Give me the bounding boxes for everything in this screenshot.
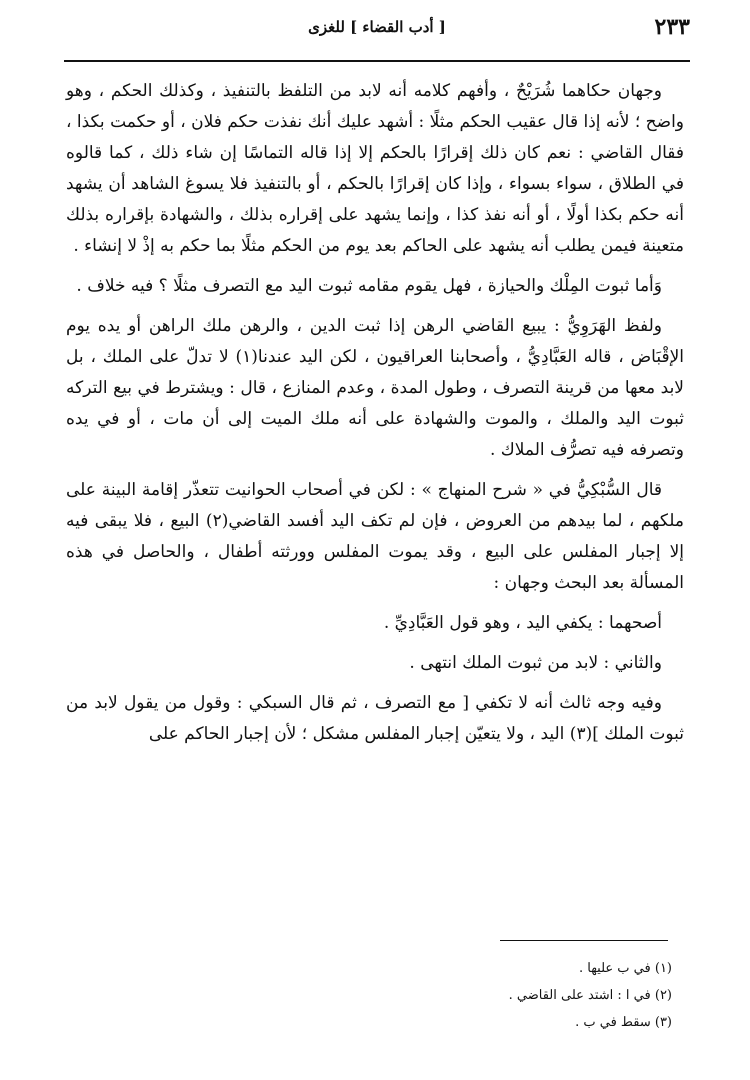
paragraph-7: وفيه وجه ثالث أنه لا تكفي [ مع التصرف ، ثم قال السبكي : وقول من يقول لابد من ثبوت الملك ](٣) اليد ، ولا يتعيّن إجبار المفلس مشكل ؛ لأن إجبار الحاكم على (66, 693, 684, 744)
footnotes (66, 955, 684, 1036)
main-text (66, 76, 684, 759)
paragraph-5: أصحهما : يكفي اليد ، وهو قول العَبَّادِيِّ . (383, 613, 662, 633)
header-title: [ أدب القضاء ] للغزى (308, 18, 446, 36)
paragraph-3: ولفظ الهَرَوِيُّ : يبيع القاضي الرهن إذا ثبت الدين ، والرهن ملك الراهن أو يده يوم الإقْبَاض ، قاله العَبَّادِيُّ ، وأصحابنا العراقيون ، لكن اليد عندنا(١) لا تدلّ على الملك ، بل لابد معها من قرينة التصرف ، وطول المدة ، وعدم المنازع ، قال : ويشترط في بيع التركه ثبوت اليد والملك ، والموت والشهادة على أنه ملك الميت إلى أن مات ، أو في يده وتصرفه فيه تصرُّف الملاك . (66, 316, 684, 460)
paragraph-1: وجهان حكاهما شُرَيْحٌ ، وأفهم كلامه أنه لابد من التلفظ بالتنفيذ ، وكذلك الحكم ، وهو واضح ؛ لأنه إذا قال عقيب الحكم مثلًا : أشهد عليك أنك نفذت حكم فلان ، أو حكمت بكذا ، فقال القاضي : نعم كان ذلك إقرارًا بالحكم إلا إذا قاله التماسًا إن شاء ذلك ، كما قالوه في الطلاق ، سواء بسواء ، وإذا كان إقرارًا بالحكم ، أو بالتنفيذ فلا يسوغ الشاهد أن يشهد أنه حكم بكذا أولًا ، أو أنه نفذ كذا ، وإنما يشهد على إقراره بذلك ، والشهادة بإقراره بذلك متعينة فيمن يطلب أنه يشهد على الحاكم بعد يوم من الحكم مثلًا بما حكم به إذْ لا إنشاء . (66, 81, 684, 256)
paragraph-4: قال السُّبْكِيُّ في « شرح المنهاج » : لكن في أصحاب الحوانيت تتعذّر إقامة البينة على ملكهم ، لما بيدهم من العروض ، فإن لم تكف اليد أفسد القاضي(٢) البيع ، فلا يبقى فيه إلا إجبار المفلس على البيع ، وقد يموت المفلس وورثته أطفال ، والحاصل في هذه المسألة بعد البحث وجهان : (66, 480, 684, 593)
running-head (64, 12, 690, 52)
footnote-1: (١) في ب عليها . (578, 961, 672, 976)
paragraph-6: والثاني : لابد من ثبوت الملك انتهى . (409, 653, 662, 673)
footnote-rule (500, 940, 668, 941)
header-rule (64, 60, 690, 62)
paragraph-2: وَأما ثبوت المِلْك والحيازة ، فهل يقوم مقامه ثبوت اليد مع التصرف مثلًا ؟ فيه خلاف . (76, 276, 662, 296)
footnote-2: (٢) في ا : اشتد على القاضي . (508, 988, 672, 1003)
footnote-3: (٣) سقط في ب . (575, 1015, 672, 1030)
page-number: ٢٣٣ (654, 14, 690, 40)
